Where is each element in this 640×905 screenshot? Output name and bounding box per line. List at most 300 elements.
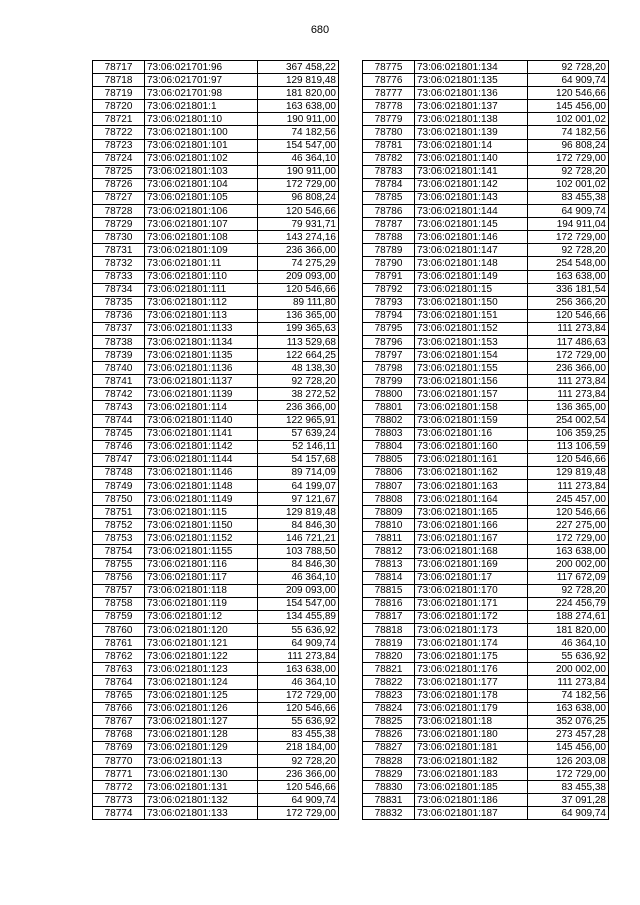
row-number-cell: 78753 [93,532,145,545]
amount-cell: 129 819,48 [258,74,339,87]
table-row [93,506,339,519]
table-row [363,283,609,296]
table-row [93,571,339,584]
cadastral-number-cell: 73:06:021701:98 [145,87,258,100]
row-number-cell: 78799 [363,375,415,388]
amount-cell: 163 638,00 [258,663,339,676]
cadastral-number-cell: 73:06:021801:180 [415,728,528,741]
amount-cell: 46 364,10 [258,571,339,584]
cadastral-number-cell: 73:06:021801:1146 [145,466,258,479]
amount-cell: 92 728,20 [528,584,609,597]
amount-cell: 89 714,09 [258,466,339,479]
row-number-cell: 78766 [93,702,145,715]
cadastral-number-cell: 73:06:021801:131 [145,781,258,794]
amount-cell: 74 182,56 [528,126,609,139]
table-row [363,414,609,427]
table-row [93,283,339,296]
table-row [93,480,339,493]
row-number-cell: 78730 [93,231,145,244]
cadastral-number-cell: 73:06:021801:135 [415,74,528,87]
table-row [93,270,339,283]
row-number-cell: 78741 [93,375,145,388]
cadastral-number-cell: 73:06:021801:161 [415,453,528,466]
amount-cell: 55 636,92 [258,715,339,728]
table-row [93,754,339,767]
row-number-cell: 78784 [363,178,415,191]
row-number-cell: 78757 [93,584,145,597]
table-row [93,139,339,152]
amount-cell: 181 820,00 [258,87,339,100]
row-number-cell: 78806 [363,466,415,479]
table-row [363,74,609,87]
cadastral-number-cell: 73:06:021801:138 [415,113,528,126]
row-number-cell: 78820 [363,650,415,663]
row-number-cell: 78759 [93,610,145,623]
row-number-cell: 78791 [363,270,415,283]
cadastral-number-cell: 73:06:021801:144 [415,205,528,218]
table-row [93,702,339,715]
row-number-cell: 78794 [363,309,415,322]
amount-cell: 120 546,66 [258,205,339,218]
row-number-cell: 78821 [363,663,415,676]
row-number-cell: 78720 [93,100,145,113]
amount-cell: 117 672,09 [528,571,609,584]
table-row [93,610,339,623]
row-number-cell: 78814 [363,571,415,584]
amount-cell: 236 366,00 [528,362,609,375]
table-row [363,506,609,519]
cadastral-number-cell: 73:06:021801:125 [145,689,258,702]
amount-cell: 146 721,21 [258,532,339,545]
amount-cell: 103 788,50 [258,545,339,558]
amount-cell: 143 274,16 [258,231,339,244]
amount-cell: 111 273,84 [528,676,609,689]
amount-cell: 273 457,28 [528,728,609,741]
cadastral-number-cell: 73:06:021801:159 [415,414,528,427]
table-row [363,296,609,309]
table-row [363,87,609,100]
table-row [363,571,609,584]
row-number-cell: 78804 [363,440,415,453]
row-number-cell: 78796 [363,335,415,348]
row-number-cell: 78750 [93,493,145,506]
table-row [363,493,609,506]
row-number-cell: 78732 [93,257,145,270]
table-row [363,244,609,257]
amount-cell: 46 364,10 [528,637,609,650]
cadastral-number-cell: 73:06:021801:139 [415,126,528,139]
amount-cell: 46 364,10 [258,676,339,689]
amount-cell: 111 273,84 [528,375,609,388]
row-number-cell: 78792 [363,283,415,296]
table-row [363,545,609,558]
row-number-cell: 78780 [363,126,415,139]
cadastral-number-cell: 73:06:021801:1137 [145,375,258,388]
row-number-cell: 78728 [93,205,145,218]
row-number-cell: 78797 [363,349,415,362]
cadastral-number-cell: 73:06:021801:165 [415,506,528,519]
table-row [93,401,339,414]
amount-cell: 163 638,00 [528,702,609,715]
row-number-cell: 78773 [93,794,145,807]
amount-cell: 106 359,25 [528,427,609,440]
cadastral-number-cell: 73:06:021801:104 [145,178,258,191]
amount-cell: 129 819,48 [528,466,609,479]
row-number-cell: 78831 [363,794,415,807]
amount-cell: 111 273,84 [528,480,609,493]
amount-cell: 48 138,30 [258,362,339,375]
cadastral-number-cell: 73:06:021801:1136 [145,362,258,375]
table-row [363,637,609,650]
cadastral-number-cell: 73:06:021801:136 [415,87,528,100]
cadastral-number-cell: 73:06:021801:156 [415,375,528,388]
row-number-cell: 78810 [363,519,415,532]
amount-cell: 190 911,00 [258,165,339,178]
cadastral-number-cell: 73:06:021801:114 [145,401,258,414]
amount-cell: 74 275,29 [258,257,339,270]
cadastral-number-cell: 73:06:021801:177 [415,676,528,689]
cadastral-number-cell: 73:06:021801:168 [415,545,528,558]
table-row [363,218,609,231]
cadastral-number-cell: 73:06:021801:1 [145,100,258,113]
table-row [363,650,609,663]
amount-cell: 64 909,74 [258,637,339,650]
table-row [363,362,609,375]
row-number-cell: 78801 [363,401,415,414]
row-number-cell: 78764 [93,676,145,689]
amount-cell: 96 808,24 [528,139,609,152]
row-number-cell: 78779 [363,113,415,126]
table-row [93,414,339,427]
row-number-cell: 78825 [363,715,415,728]
amount-cell: 145 456,00 [528,741,609,754]
amount-cell: 38 272,52 [258,388,339,401]
amount-cell: 172 729,00 [528,768,609,781]
amount-cell: 172 729,00 [258,807,339,820]
cadastral-number-cell: 73:06:021801:127 [145,715,258,728]
table-row [93,100,339,113]
amount-cell: 236 366,00 [258,244,339,257]
row-number-cell: 78758 [93,597,145,610]
amount-cell: 181 820,00 [528,624,609,637]
table-row [363,231,609,244]
cadastral-number-cell: 73:06:021801:171 [415,597,528,610]
table-row [363,754,609,767]
amount-cell: 113 529,68 [258,335,339,348]
table-row [93,519,339,532]
cadastral-number-cell: 73:06:021801:174 [415,637,528,650]
row-number-cell: 78719 [93,87,145,100]
row-number-cell: 78767 [93,715,145,728]
row-number-cell: 78815 [363,584,415,597]
amount-cell: 129 819,48 [258,506,339,519]
row-number-cell: 78722 [93,126,145,139]
row-number-cell: 78740 [93,362,145,375]
table-row [363,597,609,610]
amount-cell: 218 184,00 [258,741,339,754]
table-row [363,610,609,623]
table-row [363,139,609,152]
row-number-cell: 78746 [93,440,145,453]
amount-cell: 227 275,00 [528,519,609,532]
table-row [93,231,339,244]
cadastral-number-cell: 73:06:021801:121 [145,637,258,650]
amount-cell: 79 931,71 [258,218,339,231]
amount-cell: 84 846,30 [258,558,339,571]
table-row [93,296,339,309]
amount-cell: 64 909,74 [528,74,609,87]
cadastral-number-cell: 73:06:021801:142 [415,178,528,191]
amount-cell: 200 002,00 [528,663,609,676]
cadastral-number-cell: 73:06:021801:149 [415,270,528,283]
cadastral-number-cell: 73:06:021801:172 [415,610,528,623]
amount-cell: 254 548,00 [528,257,609,270]
table-row [93,388,339,401]
cadastral-number-cell: 73:06:021801:152 [415,322,528,335]
cadastral-number-cell: 73:06:021801:116 [145,558,258,571]
amount-cell: 83 455,38 [528,781,609,794]
row-number-cell: 78795 [363,322,415,335]
table-row [363,152,609,165]
row-number-cell: 78724 [93,152,145,165]
table-row [363,466,609,479]
amount-cell: 120 546,66 [528,309,609,322]
cadastral-number-cell: 73:06:021801:134 [415,61,528,74]
cadastral-number-cell: 73:06:021801:133 [145,807,258,820]
cadastral-number-cell: 73:06:021801:12 [145,610,258,623]
cadastral-number-cell: 73:06:021801:108 [145,231,258,244]
row-number-cell: 78739 [93,349,145,362]
cadastral-number-cell: 73:06:021801:1150 [145,519,258,532]
row-number-cell: 78734 [93,283,145,296]
row-number-cell: 78789 [363,244,415,257]
table-row [363,191,609,204]
row-number-cell: 78748 [93,466,145,479]
table-row [363,715,609,728]
cadastral-number-cell: 73:06:021801:18 [415,715,528,728]
cadastral-number-cell: 73:06:021801:154 [415,349,528,362]
cadastral-number-cell: 73:06:021801:140 [415,152,528,165]
row-number-cell: 78775 [363,61,415,74]
amount-cell: 120 546,66 [258,781,339,794]
cadastral-number-cell: 73:06:021801:147 [415,244,528,257]
cadastral-number-cell: 73:06:021801:150 [415,296,528,309]
cadastral-number-cell: 73:06:021801:1141 [145,427,258,440]
cadastral-number-cell: 73:06:021801:187 [415,807,528,820]
cadastral-number-cell: 73:06:021801:170 [415,584,528,597]
row-number-cell: 78827 [363,741,415,754]
row-number-cell: 78756 [93,571,145,584]
row-number-cell: 78800 [363,388,415,401]
cadastral-number-cell: 73:06:021801:1140 [145,414,258,427]
amount-cell: 172 729,00 [258,178,339,191]
table-row [363,388,609,401]
row-number-cell: 78762 [93,650,145,663]
table-row [93,87,339,100]
cadastral-number-cell: 73:06:021801:137 [415,100,528,113]
cadastral-number-cell: 73:06:021801:101 [145,139,258,152]
row-number-cell: 78812 [363,545,415,558]
cadastral-number-cell: 73:06:021801:13 [145,754,258,767]
row-number-cell: 78747 [93,453,145,466]
cadastral-number-cell: 73:06:021801:183 [415,768,528,781]
table-row [93,440,339,453]
row-number-cell: 78772 [93,781,145,794]
cadastral-number-cell: 73:06:021801:1148 [145,480,258,493]
cadastral-number-cell: 73:06:021801:132 [145,794,258,807]
amount-cell: 172 729,00 [528,532,609,545]
cadastral-number-cell: 73:06:021801:178 [415,689,528,702]
amount-cell: 199 365,63 [258,322,339,335]
row-number-cell: 78808 [363,493,415,506]
amount-cell: 209 093,00 [258,584,339,597]
row-number-cell: 78786 [363,205,415,218]
cadastral-number-cell: 73:06:021801:105 [145,191,258,204]
amount-cell: 122 664,25 [258,349,339,362]
cadastral-number-cell: 73:06:021801:1152 [145,532,258,545]
row-number-cell: 78726 [93,178,145,191]
table-row [93,191,339,204]
row-number-cell: 78803 [363,427,415,440]
table-row [363,807,609,820]
cadastral-number-cell: 73:06:021801:110 [145,270,258,283]
table-row [363,480,609,493]
amount-cell: 120 546,66 [528,506,609,519]
table-row [93,676,339,689]
table-row [363,100,609,113]
table-row [93,335,339,348]
table-row [363,624,609,637]
cadastral-number-cell: 73:06:021801:123 [145,663,258,676]
table-row [363,794,609,807]
amount-cell: 102 001,02 [528,178,609,191]
table-row [93,781,339,794]
cadastral-number-cell: 73:06:021801:1149 [145,493,258,506]
cadastral-number-cell: 73:06:021801:129 [145,741,258,754]
amount-cell: 236 366,00 [258,401,339,414]
cadastral-number-cell: 73:06:021801:16 [415,427,528,440]
amount-cell: 194 911,04 [528,218,609,231]
cadastral-number-cell: 73:06:021801:1155 [145,545,258,558]
row-number-cell: 78731 [93,244,145,257]
table-row [363,322,609,335]
cadastral-number-cell: 73:06:021801:169 [415,558,528,571]
table-row [363,61,609,74]
table-row [93,322,339,335]
amount-cell: 245 457,00 [528,493,609,506]
row-number-cell: 78783 [363,165,415,178]
amount-cell: 188 274,61 [528,610,609,623]
row-number-cell: 78736 [93,309,145,322]
table-row [363,532,609,545]
amount-cell: 83 455,38 [258,728,339,741]
amount-cell: 126 203,08 [528,754,609,767]
table-row [93,74,339,87]
table-row [93,532,339,545]
row-number-cell: 78737 [93,322,145,335]
table-row [363,165,609,178]
amount-cell: 83 455,38 [528,191,609,204]
amount-cell: 96 808,24 [258,191,339,204]
amount-cell: 74 182,56 [528,689,609,702]
amount-cell: 172 729,00 [258,689,339,702]
table-row [363,309,609,322]
row-number-cell: 78818 [363,624,415,637]
row-number-cell: 78769 [93,741,145,754]
amount-cell: 254 002,54 [528,414,609,427]
cadastral-number-cell: 73:06:021701:97 [145,74,258,87]
amount-cell: 111 273,84 [528,388,609,401]
table-row [93,466,339,479]
cadastral-number-cell: 73:06:021801:10 [145,113,258,126]
cadastral-number-cell: 73:06:021801:143 [415,191,528,204]
cadastral-number-cell: 73:06:021801:1135 [145,349,258,362]
cadastral-table-right [362,60,609,820]
amount-cell: 97 121,67 [258,493,339,506]
amount-cell: 37 091,28 [528,794,609,807]
table-row [93,545,339,558]
amount-cell: 120 546,66 [528,453,609,466]
table-row [93,558,339,571]
cadastral-number-cell: 73:06:021801:113 [145,309,258,322]
cadastral-number-cell: 73:06:021801:148 [415,257,528,270]
row-number-cell: 78816 [363,597,415,610]
table-row [363,270,609,283]
cadastral-number-cell: 73:06:021801:15 [415,283,528,296]
table-row [363,663,609,676]
cadastral-number-cell: 73:06:021801:115 [145,506,258,519]
row-number-cell: 78819 [363,637,415,650]
table-row [363,584,609,597]
row-number-cell: 78778 [363,100,415,113]
row-number-cell: 78813 [363,558,415,571]
table-row [363,126,609,139]
amount-cell: 111 273,84 [258,650,339,663]
table-row [93,152,339,165]
cadastral-number-cell: 73:06:021801:163 [415,480,528,493]
cadastral-number-cell: 73:06:021801:181 [415,741,528,754]
table-row [363,676,609,689]
row-number-cell: 78754 [93,545,145,558]
table-row [93,807,339,820]
cadastral-number-cell: 73:06:021801:14 [415,139,528,152]
table-row [93,637,339,650]
cadastral-number-cell: 73:06:021801:118 [145,584,258,597]
table-row [363,453,609,466]
cadastral-number-cell: 73:06:021801:1133 [145,322,258,335]
row-number-cell: 78744 [93,414,145,427]
cadastral-number-cell: 73:06:021801:17 [415,571,528,584]
row-number-cell: 78805 [363,453,415,466]
cadastral-number-cell: 73:06:021801:160 [415,440,528,453]
row-number-cell: 78752 [93,519,145,532]
cadastral-number-cell: 73:06:021801:185 [415,781,528,794]
table-row [93,61,339,74]
amount-cell: 172 729,00 [528,152,609,165]
table-row [93,178,339,191]
cadastral-number-cell: 73:06:021801:103 [145,165,258,178]
cadastral-number-cell: 73:06:021801:186 [415,794,528,807]
amount-cell: 57 639,24 [258,427,339,440]
amount-cell: 200 002,00 [528,558,609,571]
table-row [93,126,339,139]
table-row [93,309,339,322]
amount-cell: 64 909,74 [528,807,609,820]
row-number-cell: 78781 [363,139,415,152]
table-row [93,584,339,597]
row-number-cell: 78817 [363,610,415,623]
table-row [93,427,339,440]
